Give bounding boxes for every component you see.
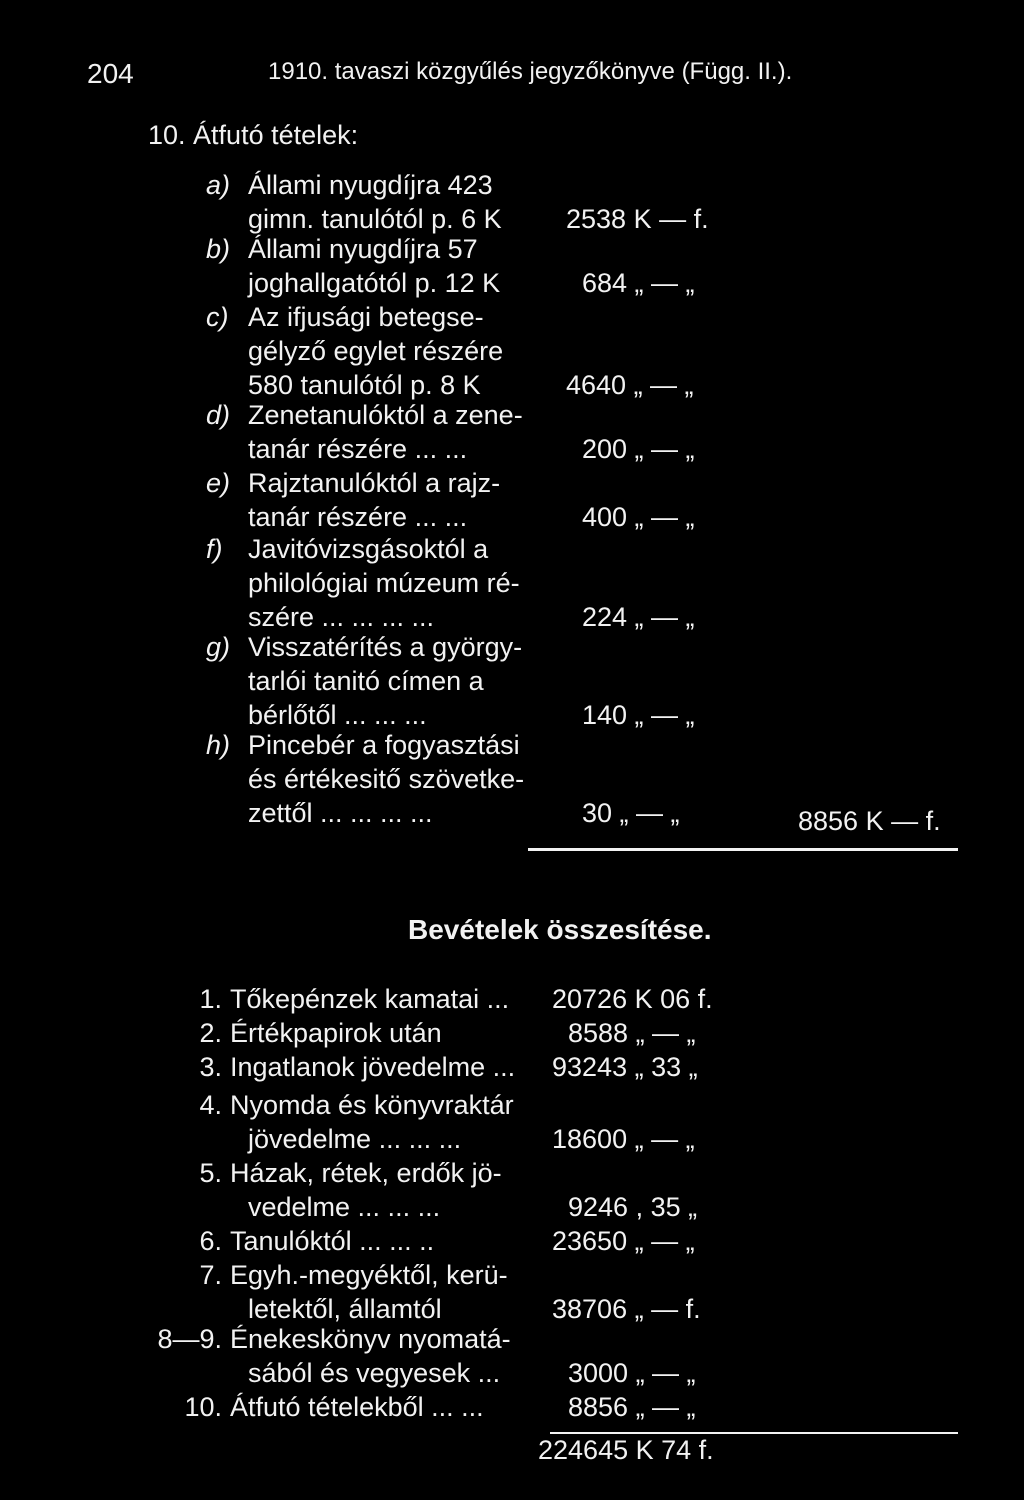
summary-row-amount: 93243 „ 33 „ bbox=[552, 1052, 698, 1082]
item-text-line: Pincebér a fogyasztási bbox=[248, 730, 520, 760]
item-amount: 4640 „ — „ bbox=[566, 370, 694, 400]
summary-row-text: Tanulóktól ... ... .. bbox=[230, 1226, 435, 1256]
summary-row-amount: 38706 „ — f. bbox=[552, 1294, 701, 1324]
item-text-line: Zenetanulóktól a zene- bbox=[248, 400, 523, 430]
item-text-line: gélyző egylet részére bbox=[248, 336, 504, 366]
item-text-line: Állami nyugdíjra 423 bbox=[248, 170, 493, 200]
summary-row-number: 5. bbox=[199, 1158, 222, 1188]
summary-row-amount: 9246 , 35 „ bbox=[568, 1192, 698, 1222]
item-amount: 400 „ — „ bbox=[582, 502, 695, 532]
item-letter: a) bbox=[206, 170, 231, 200]
summary-row-number: 8—9. bbox=[157, 1324, 222, 1354]
summary-row-text: Egyh.-megyéktől, kerü- bbox=[230, 1260, 508, 1290]
item-text-line: Visszatérítés a györgy- bbox=[248, 632, 523, 662]
item-text-line: és értékesitő szövetke- bbox=[248, 764, 525, 794]
summary-total: 224645 K 74 f. bbox=[538, 1435, 714, 1465]
item-letter: f) bbox=[206, 534, 223, 564]
summary-row-number: 6. bbox=[199, 1226, 222, 1256]
summary-row-amount: 8856 „ — „ bbox=[568, 1392, 696, 1422]
page-number: 204 bbox=[87, 58, 134, 89]
summary-row-text: Átfutó tételekből ... ... bbox=[230, 1392, 484, 1422]
item-text-line: tarlói tanitó címen a bbox=[248, 666, 484, 696]
item-text-line: szére ... ... ... ... bbox=[248, 602, 435, 632]
item-amount: 200 „ — „ bbox=[582, 434, 695, 464]
summary-row-number: 1. bbox=[199, 984, 222, 1014]
item-letter: e) bbox=[206, 468, 231, 498]
item-amount: 2538 K — f. bbox=[566, 204, 709, 234]
summary-row-text: Értékpapirok után bbox=[230, 1018, 442, 1048]
summary-row-text: letektől, államtól bbox=[248, 1294, 442, 1324]
summary-row-amount: 3000 „ — „ bbox=[568, 1358, 696, 1388]
item-text-line: bérlőtől ... ... ... bbox=[248, 700, 427, 730]
item-amount: 684 „ — „ bbox=[582, 268, 695, 298]
item-text-line: zettől ... ... ... ... bbox=[248, 798, 433, 828]
summary-row-number: 10. bbox=[184, 1392, 222, 1422]
summary-row-text: Nyomda és könyvraktár bbox=[230, 1090, 514, 1120]
item-letter: b) bbox=[206, 234, 231, 264]
summary-row-text: Ingatlanok jövedelme ... bbox=[230, 1052, 516, 1082]
item-text-line: Javitóvizsgásoktól a bbox=[248, 534, 489, 564]
summary-row-text: Házak, rétek, erdők jö- bbox=[230, 1158, 502, 1188]
section-title: 10. Átfutó tételek: bbox=[148, 120, 359, 150]
item-text-line: joghallgatótól p. 12 K bbox=[248, 268, 501, 298]
summary-row-amount: 23650 „ — „ bbox=[552, 1226, 695, 1256]
item-text-line: Állami nyugdíjra 57 bbox=[248, 234, 478, 264]
running-title: 1910. tavaszi közgyűlés jegyzőkönyve (Függ. II.). bbox=[268, 58, 793, 85]
item-letter: g) bbox=[206, 632, 231, 662]
section-total: 8856 K — f. bbox=[798, 806, 941, 836]
item-text-line: Az ifjusági betegse- bbox=[248, 302, 484, 332]
summary-row-number: 3. bbox=[199, 1052, 222, 1082]
item-amount: 224 „ — „ bbox=[582, 602, 695, 632]
summary-row-amount: 8588 „ — „ bbox=[568, 1018, 696, 1048]
item-text-line: Rajztanulóktól a rajz- bbox=[248, 468, 501, 498]
item-amount: 30 „ — „ bbox=[582, 798, 680, 828]
summary-row-text: sából és vegyesek ... bbox=[248, 1358, 501, 1388]
item-text-line: gimn. tanulótól p. 6 K bbox=[248, 204, 502, 234]
summary-row-text: Tőkepénzek kamatai ... bbox=[230, 984, 510, 1014]
item-amount: 140 „ — „ bbox=[582, 700, 695, 730]
item-letter: c) bbox=[206, 302, 229, 332]
item-text-line: philológiai múzeum ré- bbox=[248, 568, 520, 598]
summary-row-text: Énekeskönyv nyomatá- bbox=[230, 1324, 511, 1354]
summary-title: Bevételek összesítése. bbox=[408, 914, 712, 945]
item-text-line: tanár részére ... ... bbox=[248, 434, 468, 464]
item-text-line: tanár részére ... ... bbox=[248, 502, 468, 532]
summary-row-number: 7. bbox=[199, 1260, 222, 1290]
summary-row-number: 2. bbox=[199, 1018, 222, 1048]
summary-total-rule bbox=[550, 1432, 958, 1434]
summary-row-text: jövedelme ... ... ... bbox=[248, 1124, 462, 1154]
summary-row-text: vedelme ... ... ... bbox=[248, 1192, 441, 1222]
items-subtotal-rule bbox=[528, 848, 958, 851]
item-text-line: 580 tanulótól p. 8 K bbox=[248, 370, 481, 400]
summary-row-amount: 18600 „ — „ bbox=[552, 1124, 695, 1154]
summary-row-amount: 20726 K 06 f. bbox=[552, 984, 713, 1014]
summary-row-number: 4. bbox=[199, 1090, 222, 1120]
item-letter: h) bbox=[206, 730, 231, 760]
item-letter: d) bbox=[206, 400, 231, 430]
